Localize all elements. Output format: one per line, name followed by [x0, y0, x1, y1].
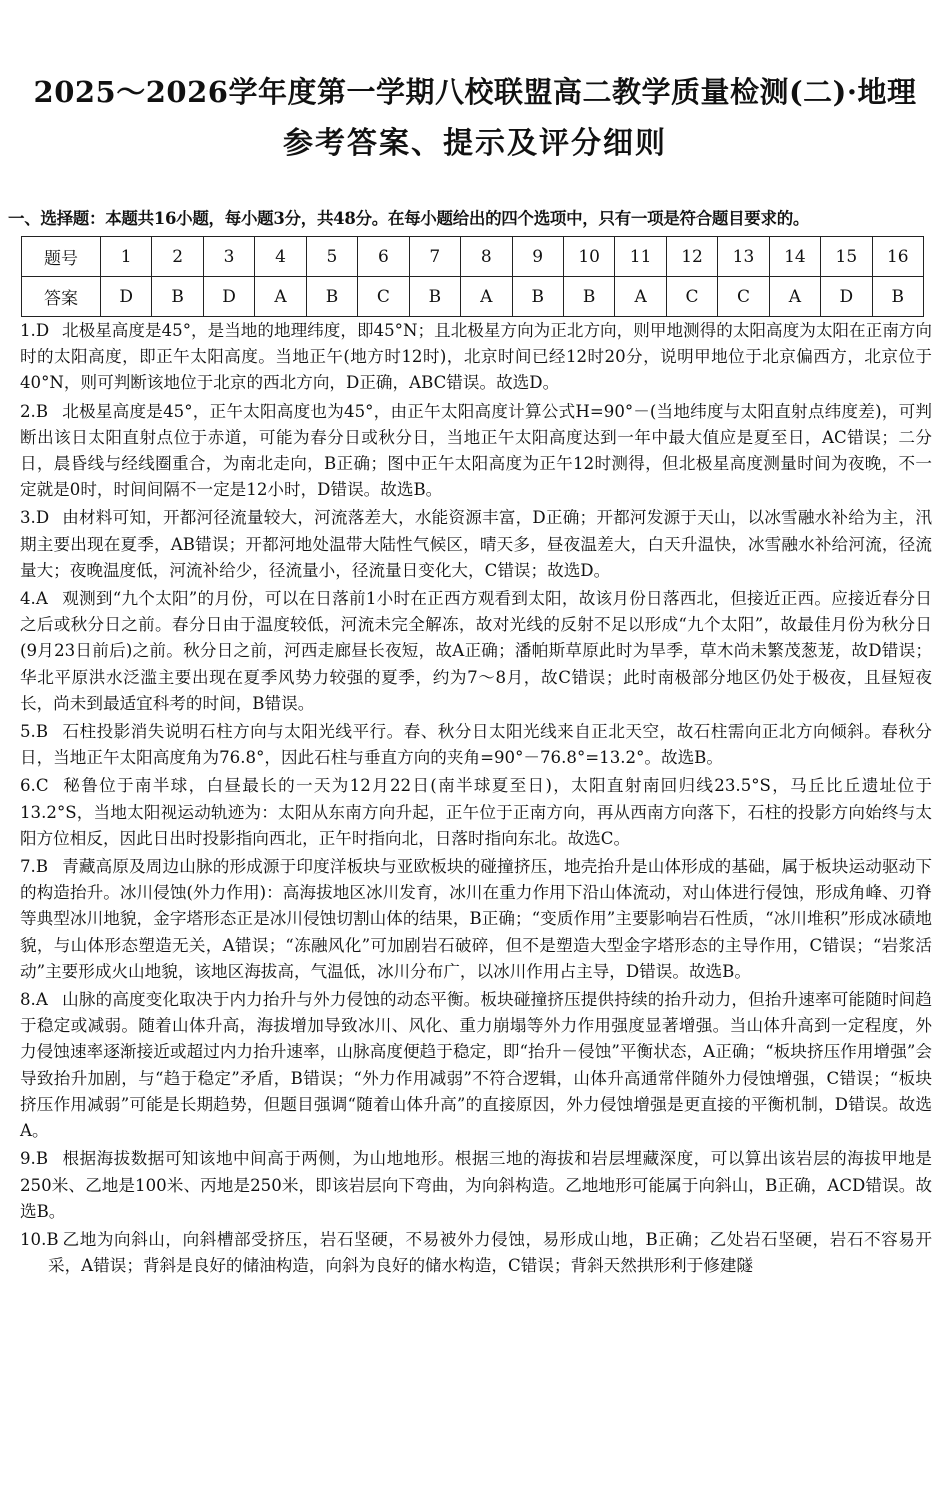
explanation-item [20, 505, 932, 584]
explanation-number: 9.B [20, 1149, 49, 1169]
row-label-number: 题号 [22, 237, 101, 277]
explanation-number: 10.B [20, 1229, 59, 1249]
question-number-cell: 8 [461, 237, 512, 277]
question-number-cell: 1 [101, 237, 152, 277]
answer-cell: C [666, 277, 717, 317]
explanation-text: 乙地为向斜山，向斜槽部受挤压，岩石坚硬，不易被外力侵蚀，易形成山地，B正确；乙处岩石坚硬，岩石不容易开采，A错误；背斜是良好的储油构造，向斜为良好的储水构造，C错误；背斜天然拱形利于修建隧 [48, 1229, 932, 1276]
page-title: 2025～2026学年度第一学期八校联盟高二教学质量检测(二)·地理 [33, 75, 917, 109]
question-number-cell: 14 [769, 237, 820, 277]
question-number-cell: 9 [512, 237, 563, 277]
explanation-number: 7.B [20, 857, 49, 877]
question-number-cell: 10 [563, 237, 614, 277]
explanation-list [20, 318, 932, 1281]
answer-cell: B [512, 277, 563, 317]
explanation-number: 4.A [20, 589, 48, 609]
explanation-item [20, 1227, 932, 1279]
question-number-cell: 6 [358, 237, 409, 277]
question-number-cell: 2 [152, 237, 203, 277]
explanation-text: 北极星高度是45°，正午太阳高度也为45°，由正午太阳高度计算公式H=90°－(当地纬度与太阳直射点纬度差)，可判断出该日太阳直射点位于赤道，可能为春分日或秋分日，当地正午太阳高度达到一年中最大值应是夏至日，AC错误；二分日，晨昏线与经线圈重合，为南北走向，B正确；图中正午太阳高度为正午12时测得，但北极星高度测量时间为夜晚，不一定就是0时，时间间隔不一定是12小时，D错误。故选B。 [20, 401, 932, 500]
answer-cell: B [872, 277, 923, 317]
explanation-item [20, 586, 932, 717]
explanation-number: 5.B [20, 722, 49, 742]
explanation-item [20, 854, 932, 985]
explanation-number: 3.D [20, 508, 50, 528]
explanation-item [20, 987, 932, 1144]
answer-cell: B [563, 277, 614, 317]
page-subtitle: 参考答案、提示及评分细则 [283, 126, 667, 161]
answer-cell: A [769, 277, 820, 317]
explanation-text: 青藏高原及周边山脉的形成源于印度洋板块与亚欧板块的碰撞挤压，地壳抬升是山体形成的基础，属于板块运动驱动下的构造抬升。冰川侵蚀(外力作用)：高海拔地区冰川发育，冰川在重力作用下沿山体流动，对山体进行侵蚀，形成角峰、刃脊等典型冰川地貌，金字塔形态正是冰川侵蚀切割山体的结果，B正确；“变质作用”主要影响岩石性质，“冰川堆积”形成冰碛地貌，与山体形态塑造无关，A错误；“冻融风化”可加剧岩石破碎，但不是塑造大型金字塔形态的主导作用，C错误；“岩浆活动”主要形成火山地貌，该地区海拔高，气温低，冰川分布广，以冰川作用占主导，D错误。故选B。 [20, 857, 932, 981]
explanation-item [20, 1146, 932, 1225]
explanation-item [20, 773, 932, 852]
explanation-number: 1.D [20, 321, 50, 340]
answer-cell: B [152, 277, 203, 317]
explanation-text: 观测到“九个太阳”的月份，可以在日落前1小时在正西方观看到太阳，故该月份日落西北，但接近正西。应接近春分日之后或秋分日之前。春分日由于温度较低，河流未完全解冻，故对光线的反射不足以形成“九个太阳”，故最佳月份为秋分日(9月23日前后)之前。秋分日之前，河西走廊昼长夜短，故A正确；潘帕斯草原此时为旱季，草木尚未繁茂葱茏，故D错误；华北平原洪水泛滥主要出现在夏季风势力较强的夏季，约为7～8月，故C错误；此时南极部分地区仍处于极夜，且昼短夜长，尚未到最适宜科考的时间，B错误。 [20, 589, 932, 713]
answer-cell: B [409, 277, 460, 317]
question-number-row [22, 237, 924, 277]
explanation-number: 6.C [20, 776, 49, 796]
question-number-cell: 7 [409, 237, 460, 277]
answer-cell: A [615, 277, 666, 317]
answer-cell: D [203, 277, 254, 317]
row-label-answer: 答案 [22, 277, 101, 317]
question-number-cell: 13 [718, 237, 769, 277]
explanation-item [20, 719, 932, 771]
explanation-item [20, 399, 932, 504]
explanation-item [20, 318, 932, 397]
answer-row [22, 277, 924, 317]
explanation-text: 秘鲁位于南半球，白昼最长的一天为12月22日(南半球夏至日)，太阳直射南回归线23.5°S，马丘比丘遗址位于13.2°S，当地太阳视运动轨迹为：太阳从东南方向升起，正午位于正南方向，再从西南方向落下，石柱的投影方向始终与太阳方位相反，因此日出时投影指向西北，正午时指向北，日落时指向东北。故选C。 [20, 776, 932, 848]
answer-cell: B [306, 277, 357, 317]
answer-cell: A [461, 277, 512, 317]
question-number-cell: 4 [255, 237, 306, 277]
question-number-cell: 11 [615, 237, 666, 277]
explanation-text: 根据海拔数据可知该地中间高于两侧，为山地地形。根据三地的海拔和岩层埋藏深度，可以算出该岩层的海拔甲地是250米、乙地是100米、丙地是250米，即该岩层向下弯曲，为向斜构造。乙地地形可能属于向斜山，B正确，ACD错误。故选B。 [20, 1149, 932, 1221]
answer-cell: A [255, 277, 306, 317]
explanation-text: 由材料可知，开都河径流量较大，河流落差大，水能资源丰富，D正确；开都河发源于天山，以冰雪融水补给为主，汛期主要出现在夏季，AB错误；开都河地处温带大陆性气候区，晴天多，昼夜温差大，白天升温快，冰雪融水补给河流，径流量大；夜晚温度低，河流补给少，径流量小，径流量日变化大，C错误；故选D。 [20, 508, 932, 580]
explanation-text: 山脉的高度变化取决于内力抬升与外力侵蚀的动态平衡。板块碰撞挤压提供持续的抬升动力，但抬升速率可能随时间趋于稳定或减弱。随着山体升高，海拔增加导致冰川、风化、重力崩塌等外力作用强度显著增强。当山体升高到一定程度，外力侵蚀速率逐渐接近或超过内力抬升速率，山脉高度便趋于稳定，即“抬升－侵蚀”平衡状态，A正确；“板块挤压作用增强”会导致抬升加剧，与“趋于稳定”矛盾，B错误；“外力作用减弱”不符合逻辑，山体升高通常伴随外力侵蚀增强，C错误；“板块挤压作用减弱”可能是长期趋势，但题目强调“随着山体升高”的直接原因，外力侵蚀增强是更直接的平衡机制，D错误。故选A。 [20, 990, 932, 1141]
section-heading: 一、选择题：本题共16小题，每小题3分，共48分。在每小题给出的四个选项中，只有一项是符合题目要求的。 [8, 209, 810, 228]
explanation-number: 8.A [20, 990, 48, 1010]
explanation-text: 石柱投影消失说明石柱方向与太阳光线平行。春、秋分日太阳光线来自正北天空，故石柱需向正北方向倾斜。春秋分日，当地正午太阳高度角为76.8°，因此石柱与垂直方向的夹角=90°－76.8°=13.2°。故选B。 [20, 722, 932, 768]
explanation-number: 2.B [20, 401, 49, 421]
question-number-cell: 5 [306, 237, 357, 277]
answer-cell: D [821, 277, 872, 317]
explanation-text: 北极星高度是45°，是当地的地理纬度，即45°N；且北极星方向为正北方向，则甲地测得的太阳高度为太阳在正南方向时的太阳高度，即正午太阳高度。当地正午(地方时12时)，北京时间已经12时20分，说明甲地位于北京偏西方，北京位于40°N，则可判断该地位于北京的西北方向，D正确，ABC错误。故选D。 [20, 321, 932, 393]
answer-table [21, 236, 924, 317]
answer-cell: C [718, 277, 769, 317]
question-number-cell: 16 [872, 237, 923, 277]
question-number-cell: 15 [821, 237, 872, 277]
answer-cell: D [101, 277, 152, 317]
answer-cell: C [358, 277, 409, 317]
question-number-cell: 12 [666, 237, 717, 277]
question-number-cell: 3 [203, 237, 254, 277]
